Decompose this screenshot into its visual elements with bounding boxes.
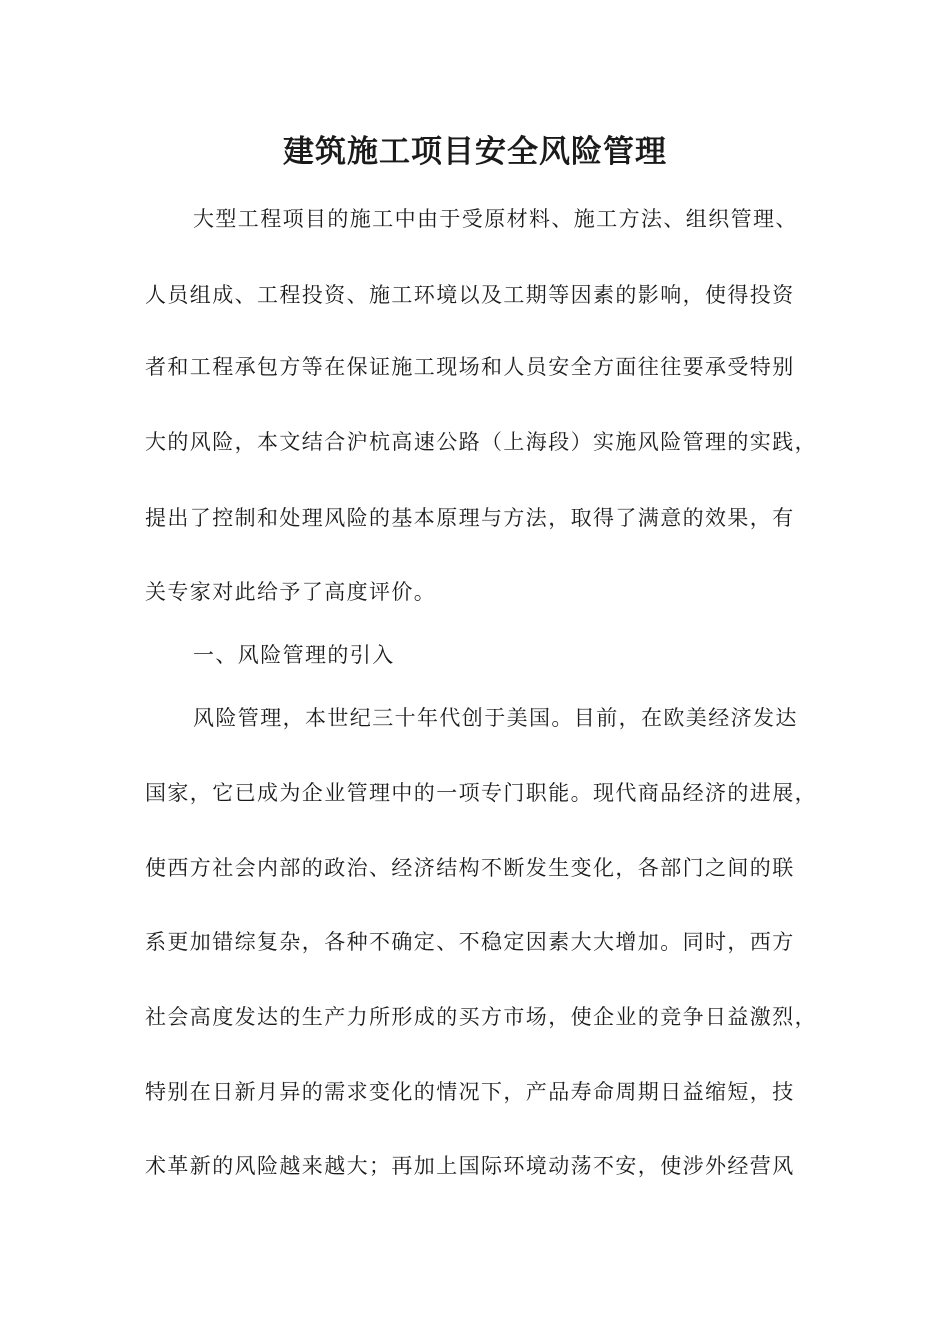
paragraph-2-line-4: 系更加错综复杂，各种不确定、不稳定因素大大增加。同时，西方 xyxy=(145,930,795,954)
paragraph-1-line-5: 提出了控制和处理风险的基本原理与方法，取得了满意的效果，有 xyxy=(145,506,795,530)
paragraph-1-line-6: 关专家对此给予了高度评价。 xyxy=(145,580,437,604)
paragraph-1-line-4: 大的风险，本文结合沪杭高速公路（上海段）实施风险管理的实践， xyxy=(145,430,817,454)
paragraph-2-line-1: 风险管理，本世纪三十年代创于美国。目前，在欧美经济发达 xyxy=(193,706,798,730)
document-title: 建筑施工项目安全风险管理 xyxy=(283,134,667,170)
paragraph-1-line-1: 大型工程项目的施工中由于受原材料、施工方法、组织管理、 xyxy=(193,207,798,231)
paragraph-2-line-6: 特别在日新月异的需求变化的情况下，产品寿命周期日益缩短，技 xyxy=(145,1080,795,1104)
paragraph-2-line-2: 国家，它已成为企业管理中的一项专门职能。现代商品经济的进展， xyxy=(145,781,817,805)
paragraph-1-line-2: 人员组成、工程投资、施工环境以及工期等因素的影响，使得投资 xyxy=(145,283,795,307)
paragraph-2-line-5: 社会高度发达的生产力所形成的买方市场，使企业的竞争日益激烈， xyxy=(145,1005,817,1029)
paragraph-1-line-3: 者和工程承包方等在保证施工现场和人员安全方面往往要承受特别 xyxy=(145,355,795,379)
paragraph-2-line-7: 术革新的风险越来越大；再加上国际环境动荡不安，使涉外经营风 xyxy=(145,1154,795,1178)
section-heading-1: 一、风险管理的引入 xyxy=(193,643,395,667)
paragraph-2-line-3: 使西方社会内部的政治、经济结构不断发生变化，各部门之间的联 xyxy=(145,856,795,880)
